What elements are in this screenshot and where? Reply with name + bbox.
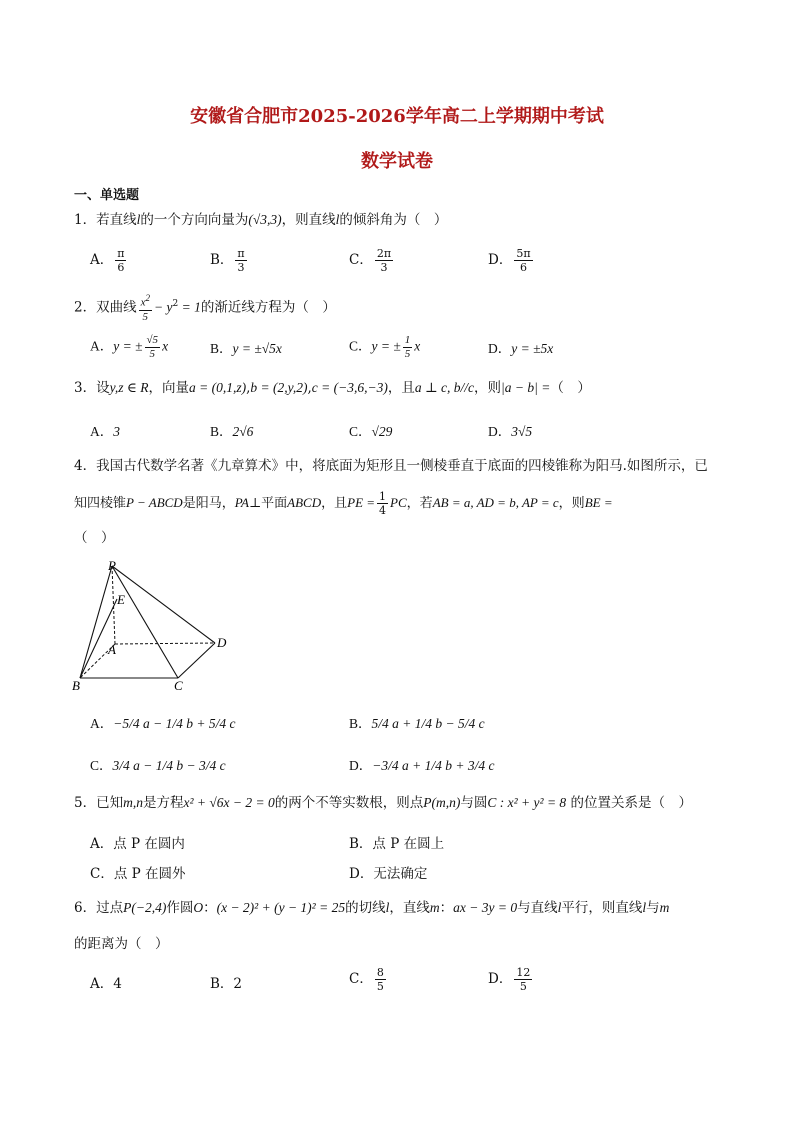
q4-option-a[interactable]: A．−5/4 a − 1/4 b + 5/4 c — [90, 716, 236, 731]
q5-option-c[interactable]: C．点 P 在圆外 — [90, 866, 186, 882]
question-5: 5．已知m,n是方程x² + √6x − 2 = 0的两个不等实数根，则点P(m,n)与圆C : x² + y² = 8 的位置关系是（ ） — [74, 795, 692, 811]
q5-option-b[interactable]: B．点 P 在圆上 — [349, 836, 445, 852]
q2-option-d[interactable]: D．y = ±5x — [488, 341, 554, 356]
q4-option-d[interactable]: D．−3/4 a + 1/4 b + 3/4 c — [349, 758, 495, 773]
exam-title: 安徽省合肥市2025-2026学年高二上学期期中考试 — [190, 106, 604, 127]
label-B: B — [72, 678, 80, 693]
q2-option-a[interactable]: A．y = ± $\frac{√5}{5}$ x — [90, 334, 169, 360]
q1-option-b[interactable]: B． $\frac{\pi}{3}$ — [210, 247, 245, 274]
question-1: 1．若直线l的一个方向向量为(√3,3)，则直线l的倾斜角为（ ） — [74, 212, 448, 228]
question-4-line3: （ ） — [74, 530, 115, 546]
q5-option-d[interactable]: D．无法确定 — [349, 866, 428, 882]
q3-option-d[interactable]: D．3√5 — [488, 424, 533, 439]
q2-option-b[interactable]: B．y = ±√5x — [210, 341, 282, 356]
q6-option-d[interactable]: D． $\frac{12}{5}$ — [488, 966, 531, 993]
question-3: 3．设y,z ∈ R，向量a = (0,1,z),b = (2,y,2),c = (−3,6,−3)，且a ⊥ c, b//c，则|a − b| =（ ） — [74, 380, 591, 396]
q3-option-a[interactable]: A．3 — [90, 424, 120, 439]
pyramid-figure — [70, 556, 240, 696]
question-6-line2: 的距离为（ ） — [74, 936, 169, 952]
section-heading: 一、单选题 — [74, 188, 140, 203]
question-6-line1: 6．过点P(−2,4)作圆O：(x − 2)² + (y − 1)² = 25的切线l，直线m：ax − 3y = 0与直线l平行，则直线l与m — [74, 900, 670, 916]
q3-option-b[interactable]: B．2√6 — [210, 424, 254, 439]
q1-option-d[interactable]: D． $\frac{5\pi}{6}$ — [488, 247, 531, 274]
label-A: A — [108, 642, 116, 657]
question-4-line1: 4．我国古代数学名著《九章算术》中，将底面为矩形且一侧棱垂直于底面的四棱锥称为阳马.如图所示，已 — [74, 458, 708, 474]
label-D: D — [217, 635, 227, 650]
label-P: P — [108, 558, 116, 573]
q6-option-b[interactable]: B．2 — [210, 976, 243, 992]
direction-vector: (√3,3) — [248, 212, 282, 227]
q1-option-c[interactable]: C． $\frac{2\pi}{3}$ — [349, 247, 392, 274]
question-2: 2．双曲线 $\frac{x^2}{5}$ − $y^2 = 1$的渐近线方程为（ ） — [74, 293, 336, 323]
label-E: E — [117, 592, 125, 607]
q4-option-b[interactable]: B．5/4 a + 1/4 b − 5/4 c — [349, 716, 485, 731]
question-4-line2: 知四棱锥P − ABCD是阳马，PA⊥平面ABCD，且PE = $\frac{1}{4}$ PC，若AB = a, AD = b, AP = c，则BE = — [74, 490, 613, 517]
q6-option-a[interactable]: A．4 — [90, 976, 122, 992]
q6-option-c[interactable]: C． $\frac{8}{5}$ — [349, 966, 384, 993]
q1-option-a[interactable]: A． $\frac{\pi}{6}$ — [90, 247, 125, 274]
q2-option-c[interactable]: C．y = ± $\frac{1}{5}$ x — [349, 334, 421, 360]
q5-option-a[interactable]: A．点 P 在圆内 — [90, 836, 185, 852]
q4-option-c[interactable]: C．3/4 a − 1/4 b − 3/4 c — [90, 758, 226, 773]
q3-option-c[interactable]: C．√29 — [349, 424, 393, 439]
exam-subtitle: 数学试卷 — [361, 151, 433, 172]
label-C: C — [174, 678, 183, 693]
